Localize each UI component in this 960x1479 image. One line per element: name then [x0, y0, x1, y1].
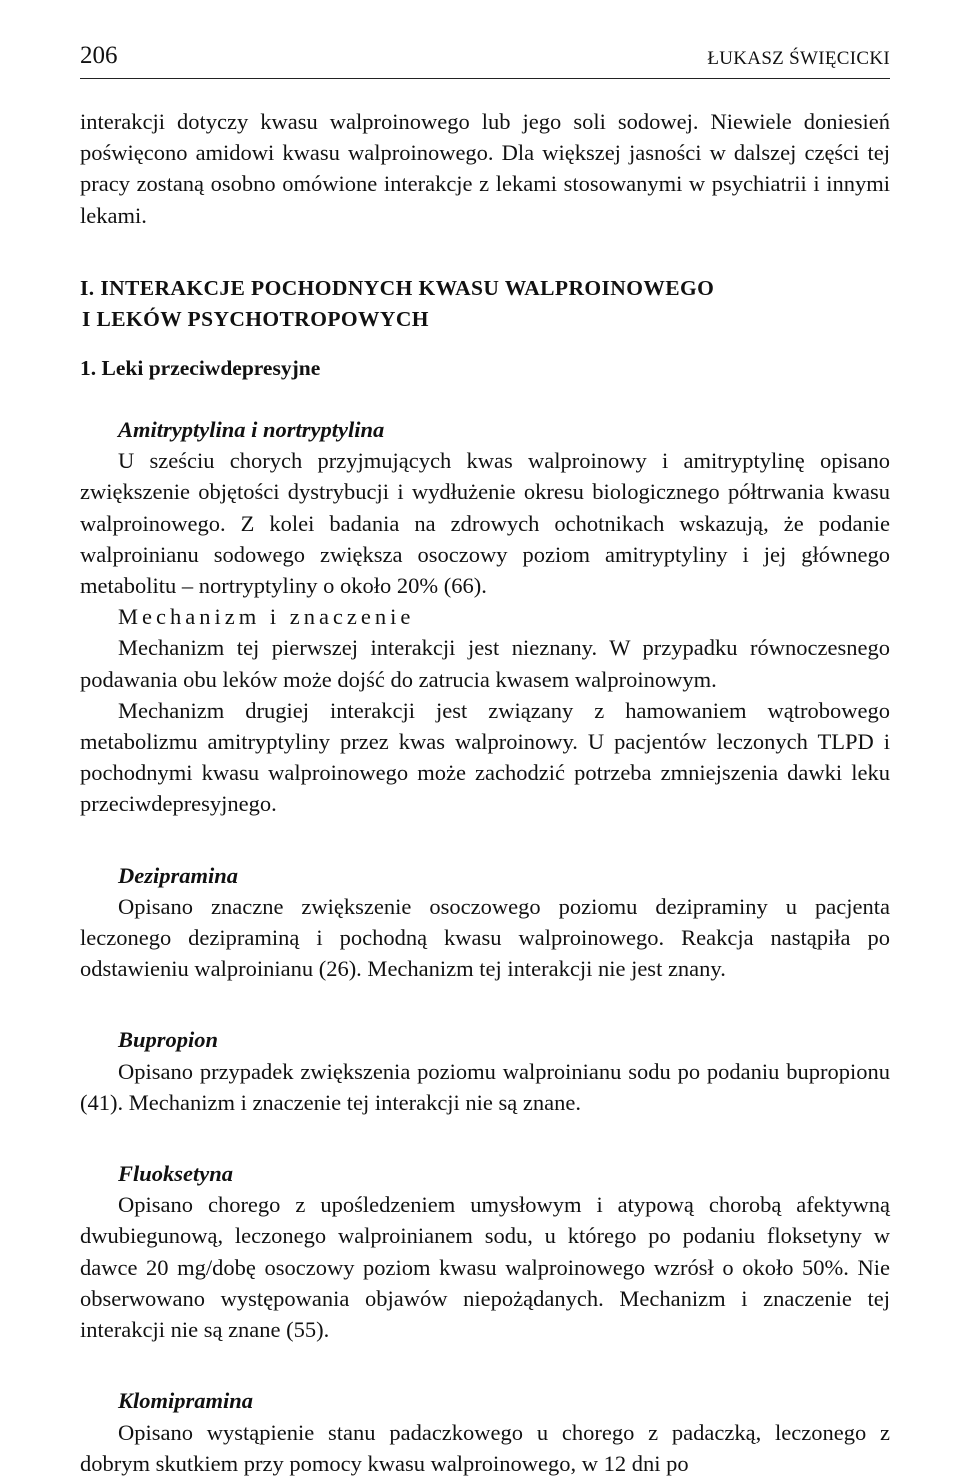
subsection-heading: 1. Leki przeciwdepresyjne [80, 355, 321, 380]
mechanism-label: Mechanizm i znaczenie [118, 604, 415, 630]
intro-paragraph: interakcji dotyczy kwasu walproinowego lub jego soli sodowej. Niewiele doniesień poświęcono amidowi kwasu walproinowego. Dla większej jasności w dalszej części tej pracy zostaną osobno omówione interakcje z lekami stosowanymi w psychiatrii i innymi lekami. [80, 109, 890, 228]
page-body [80, 106, 890, 1479]
dezipramina-paragraph: Opisano znaczne zwiększenie osoczowego poziomu dezipraminy u pacjenta leczonego dezipraminą i pochodną kwasu walproinowego. Reakcja nastąpiła po odstawieniu walproinianu (26). Mechanizm tej interakcji nie jest znany. [80, 893, 890, 982]
section-heading-line1: I. INTERAKCJE POCHODNYCH KWASU WALPROINOWEGO [80, 275, 715, 300]
fluoksetyna-paragraph: Opisano chorego z upośledzeniem umysłowym i atypową chorobą afektywną dwubiegunową, leczonego walproinianem sodu, u którego po podaniu floksetyny w dawce 20 mg/dobę osoczowy poziom kwasu walproinowego wzrósł o około 50%. Nie obserwowano występowania objawów niepożądanych. Mechanizm i znaczenie tej interakcji nie są znane (55). [80, 1192, 890, 1343]
drug-title-amitryptylina: Amitryptylina i nortryptylina [118, 417, 385, 443]
mechanism-paragraph-2: Mechanizm drugiej interakcji jest związany z hamowaniem wątrobowego metabolizmu amitryptyliny przez kwas walproinowy. U pacjentów leczonych TLPD i pochodnymi kwasu walproinowego może zachodzić potrzeba zmniejszenia dawki leku przeciwdepresyjnego. [80, 697, 890, 817]
drug-title-fluoksetyna: Fluoksetyna [118, 1161, 234, 1187]
page-number: 206 [80, 42, 118, 69]
section-heading-line2: I LEKÓW PSYCHOTROPOWYCH [82, 306, 429, 331]
drug-title-klomipramina: Klomipramina [118, 1388, 254, 1414]
bupropion-paragraph: Opisano przypadek zwiększenia poziomu walproinianu sodu po podaniu bupropionu (41). Mechanizm i znaczenie tej interakcji nie są znane. [80, 1058, 890, 1115]
drug-title-dezipramina: Dezipramina [118, 862, 239, 888]
mechanism-paragraph-1: Mechanizm tej pierwszej interakcji jest nieznany. W przypadku równoczesnego podawania obu leków może dojść do zatrucia kwasem walproinowym. [80, 635, 890, 692]
klomipramina-paragraph: Opisano wystąpienie stanu padaczkowego u chorego z padaczką, leczonego z dobrym skutkiem przy pomocy kwasu walproinowego, w 12 dni po [80, 1419, 890, 1476]
section-heading [80, 273, 890, 335]
page-header [80, 38, 890, 79]
amitryptylina-paragraph: U sześciu chorych przyjmujących kwas walproinowy i amitryptylinę opisano zwiększenie objętości dystrybucji i wydłużenie okresu biologicznego półtrwania kwasu walproinowego. Z kolei badania na zdrowych ochotnikach wskazują, że podanie walproinianu sodowego zwiększa osoczowy poziom amitryptyliny i jej głównego metabolitu – nortryptyliny o około 20% (66). [80, 448, 890, 599]
running-head-author: ŁUKASZ ŚWIĘCICKI [707, 48, 890, 69]
drug-title-bupropion: Bupropion [118, 1027, 219, 1053]
